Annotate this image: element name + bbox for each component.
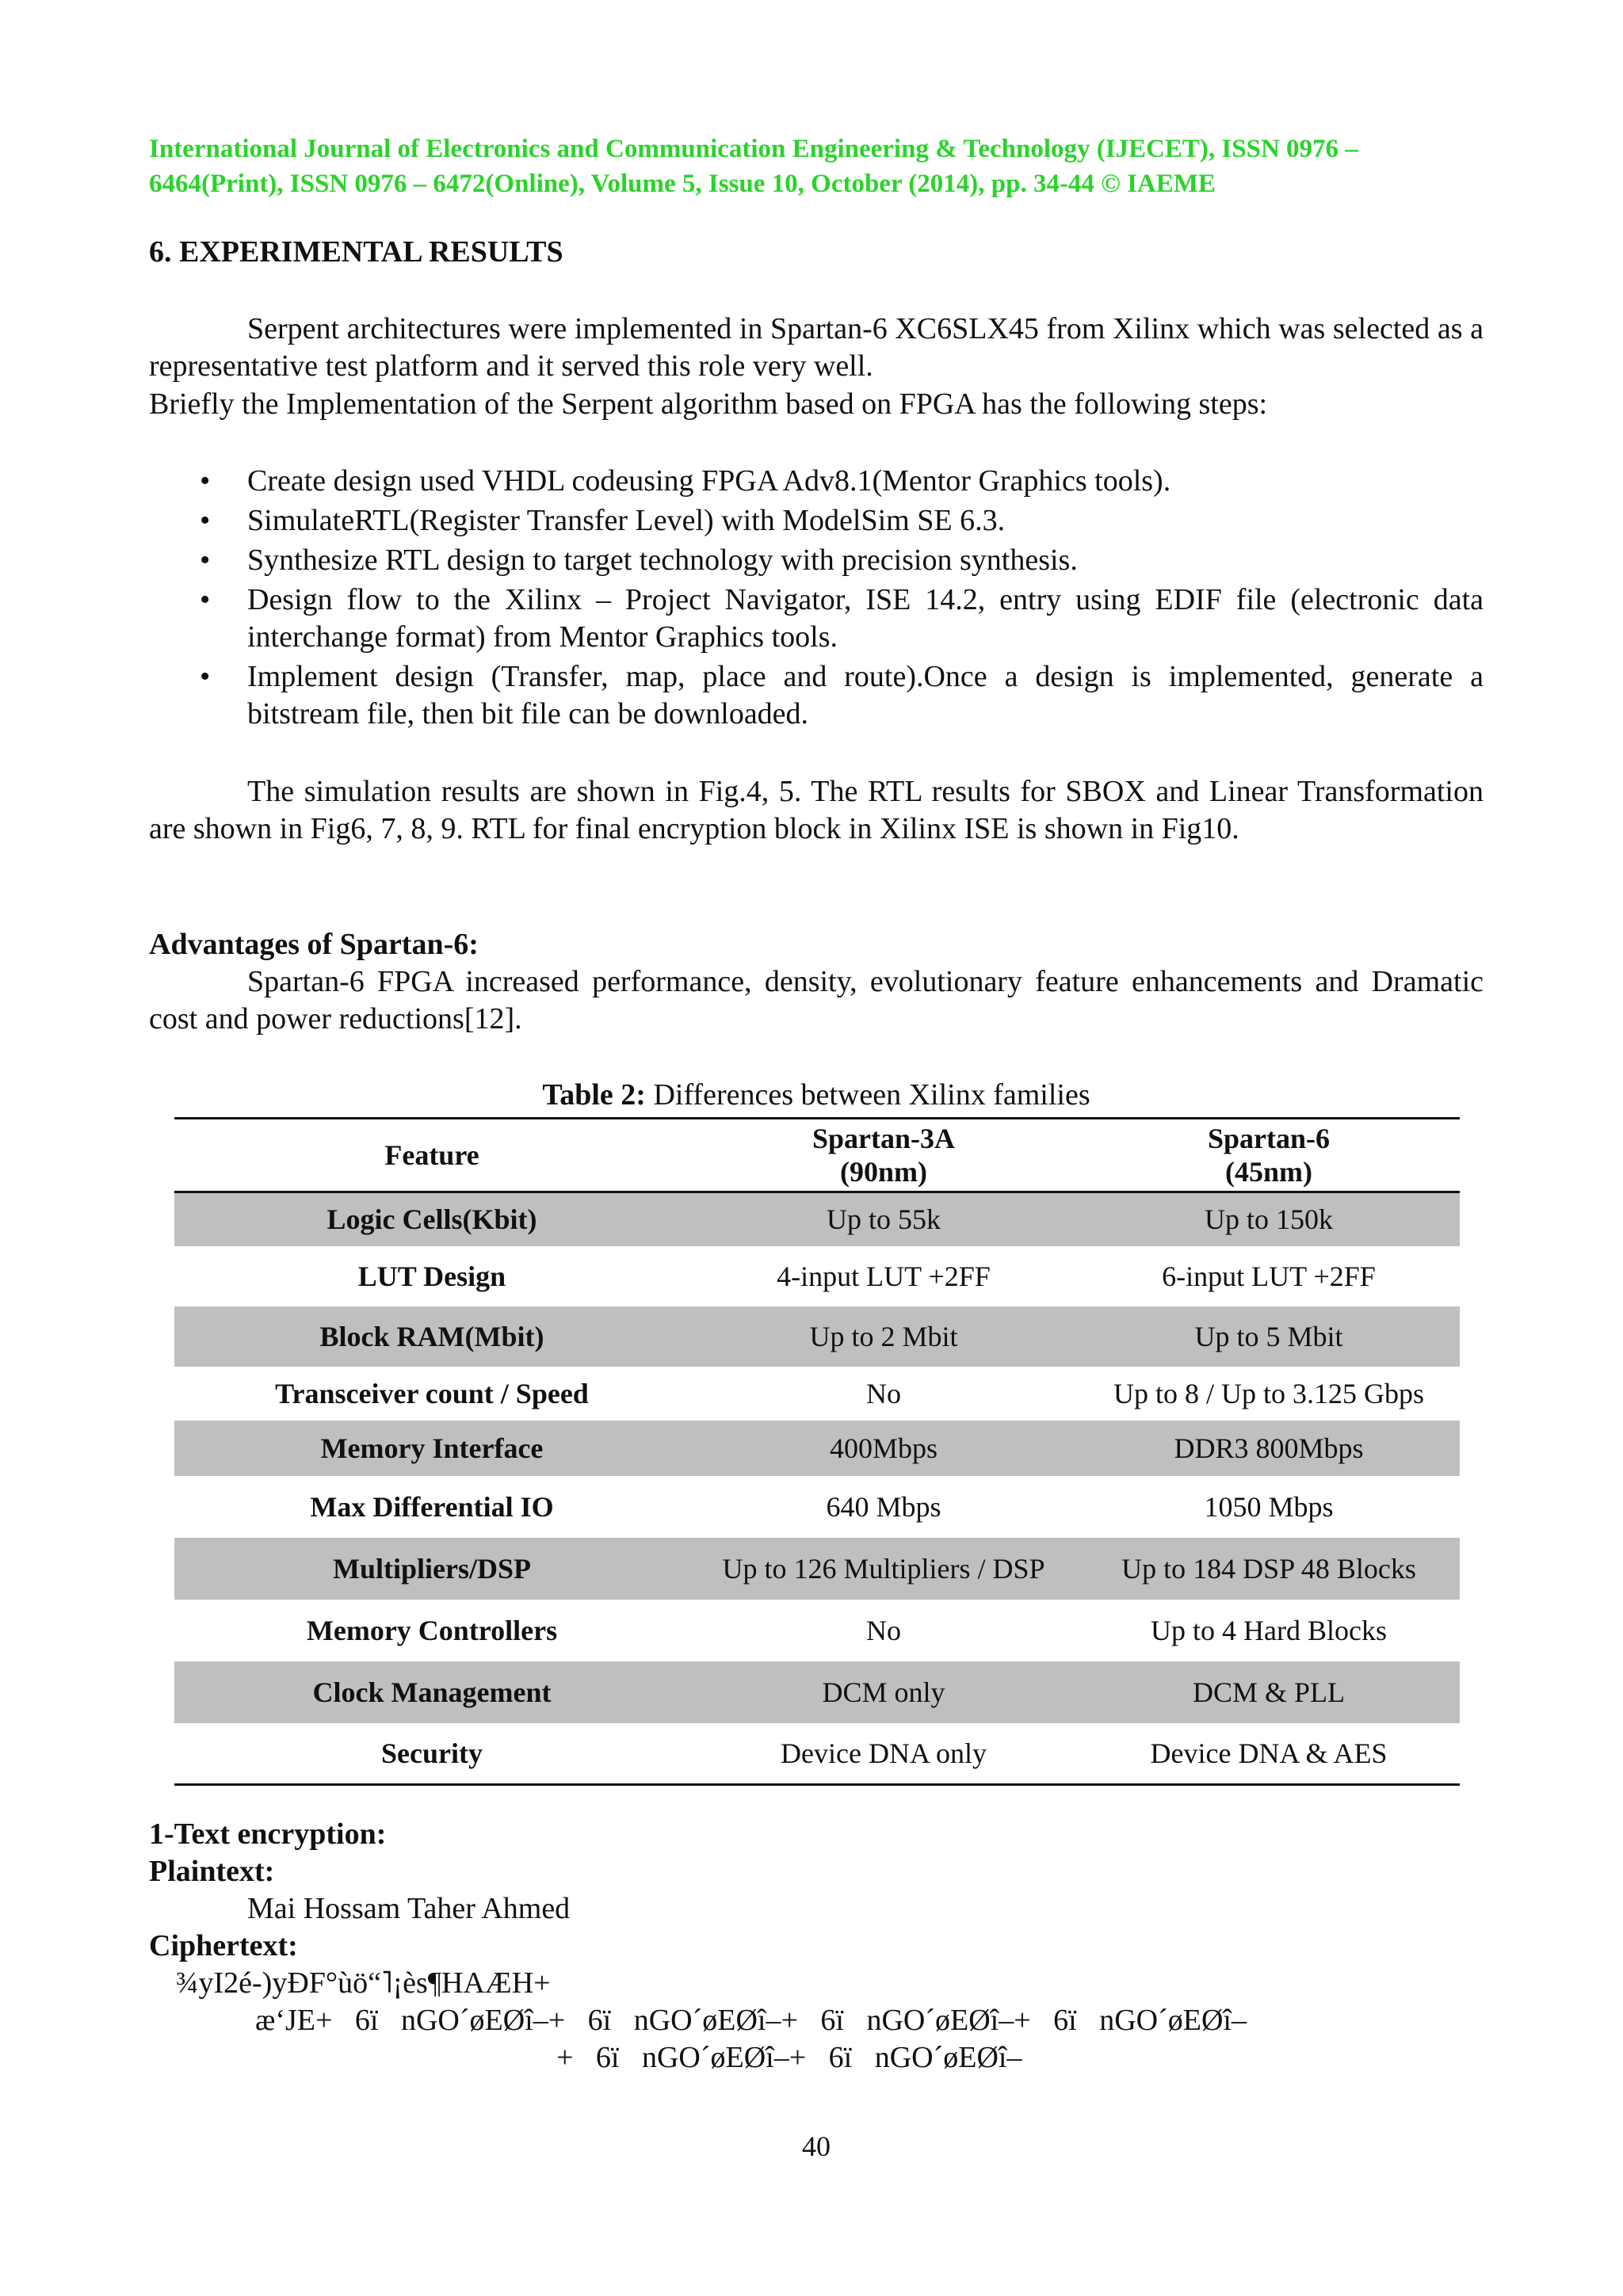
- section-title: 6. EXPERIMENTAL RESULTS: [149, 235, 563, 269]
- header-spartan-3a: Spartan-3A (90nm): [689, 1119, 1078, 1192]
- table-row: LUT Design 4-input LUT +2FF 6-input LUT +2FF: [357, 1260, 1376, 1292]
- table-header-row: [174, 1119, 1460, 1192]
- table-row: Logic Cells(Kbit) Up to 55k Up to 150k: [174, 1192, 1460, 1246]
- table-caption-label: Table 2:: [542, 1078, 646, 1112]
- list-item: • Implement design (Transfer, map, place and route).Once a design is implemented, generate a bitstream file, then bit file can be downloaded.: [200, 660, 1484, 730]
- table-caption-text: Differences between Xilinx families: [645, 1078, 1090, 1112]
- journal-header: International Journal of Electronics and Communication Engineering & Technology (IJECET), ISSN 0976 – 6464(Print), ISSN 0976 – 6472(Online), Volume 5, Issue 10, October (2014), pp. 34-44 © IAEME: [149, 135, 1358, 198]
- text-encryption-section: [149, 1816, 1484, 2077]
- table-row: Transceiver count / Speed No Up to 8 / Up to 3.125 Gbps: [275, 1377, 1424, 1409]
- table-row: Memory Interface 400Mbps DDR3 800Mbps: [174, 1421, 1460, 1476]
- bullet-icon: •: [200, 543, 211, 577]
- ciphertext-label: Ciphertext:: [149, 1929, 298, 1962]
- bullet-icon: •: [200, 660, 211, 693]
- table-row: Security Device DNA only Device DNA & AES: [381, 1737, 1388, 1769]
- table-caption: [149, 1077, 1484, 1112]
- bullet-icon: •: [200, 583, 211, 616]
- page-number: 40: [802, 2130, 831, 2162]
- header-spartan-6: Spartan-6 (45nm): [1078, 1119, 1460, 1192]
- list-item: • Synthesize RTL design to target technology with precision synthesis.: [149, 542, 1484, 579]
- paragraph-simulation-text: The simulation results are shown in Fig.4, 5. The RTL results for SBOX and Linear Transformation are shown in Fig6, 7, 8, 9. RTL for final encryption block in Xilinx ISE is shown in Fig10.: [149, 775, 1484, 845]
- plaintext-value: Mai Hossam Taher Ahmed: [247, 1892, 571, 1925]
- table-row: Memory Controllers No Up to 4 Hard Blocks: [306, 1614, 1387, 1646]
- plaintext-label: Plaintext:: [149, 1855, 275, 1888]
- paragraph-intro: [149, 311, 1484, 385]
- list-item: • SimulateRTL(Register Transfer Level) with ModelSim SE 6.3.: [149, 502, 1484, 540]
- paragraph-simulation: [149, 773, 1484, 848]
- paragraph-steps-intro: Briefly the Implementation of the Serpent algorithm based on FPGA has the following steps:: [149, 387, 1268, 421]
- list-item: • Create design used VHDL codeusing FPGA Adv8.1(Mentor Graphics tools).: [149, 463, 1484, 500]
- ciphertext-line-1: ¾yI2é-)yÐF°ùö“˥¡ès¶HAÆH+: [176, 1966, 551, 2000]
- ciphertext-line-3: + 6ï nGO´øEØî–+ 6ï nGO´øEØî–: [556, 2041, 1022, 2074]
- table-row: Block RAM(Mbit) Up to 2 Mbit Up to 5 Mbit: [174, 1306, 1460, 1367]
- xilinx-comparison-table: [174, 1117, 1460, 1786]
- table-row: Clock Management DCM only DCM & PLL: [174, 1661, 1460, 1723]
- paragraph-advantages: [149, 963, 1484, 1038]
- steps-list: [149, 463, 1484, 735]
- table-row: Max Differential IO 640 Mbps 1050 Mbps: [310, 1490, 1334, 1523]
- bullet-icon: •: [200, 464, 211, 498]
- encryption-heading: 1-Text encryption:: [149, 1817, 387, 1851]
- ciphertext-line-2: æ‘JE+ 6ï nGO´øEØî–+ 6ï nGO´øEØî–+ 6ï nGO´øEØî–+ 6ï nGO´øEØî–: [255, 2004, 1247, 2037]
- paragraph-intro-text: Serpent architectures were implemented in Spartan-6 XC6SLX45 from Xilinx which was selected as a representative test platform and it served this role very well.: [149, 312, 1484, 383]
- paragraph-advantages-text: Spartan-6 FPGA increased performance, density, evolutionary feature enhancements and Dramatic cost and power reductions[12].: [149, 965, 1484, 1035]
- list-item: • Design flow to the Xilinx – Project Navigator, ISE 14.2, entry using EDIF file (electronic data interchange format) from Mentor Graphics tools.: [200, 583, 1484, 654]
- table-row: Multipliers/DSP Up to 126 Multipliers / DSP Up to 184 DSP 48 Blocks: [174, 1538, 1460, 1600]
- advantages-heading: Advantages of Spartan-6:: [149, 928, 479, 961]
- header-feature: Feature: [174, 1119, 689, 1192]
- bullet-icon: •: [200, 504, 211, 537]
